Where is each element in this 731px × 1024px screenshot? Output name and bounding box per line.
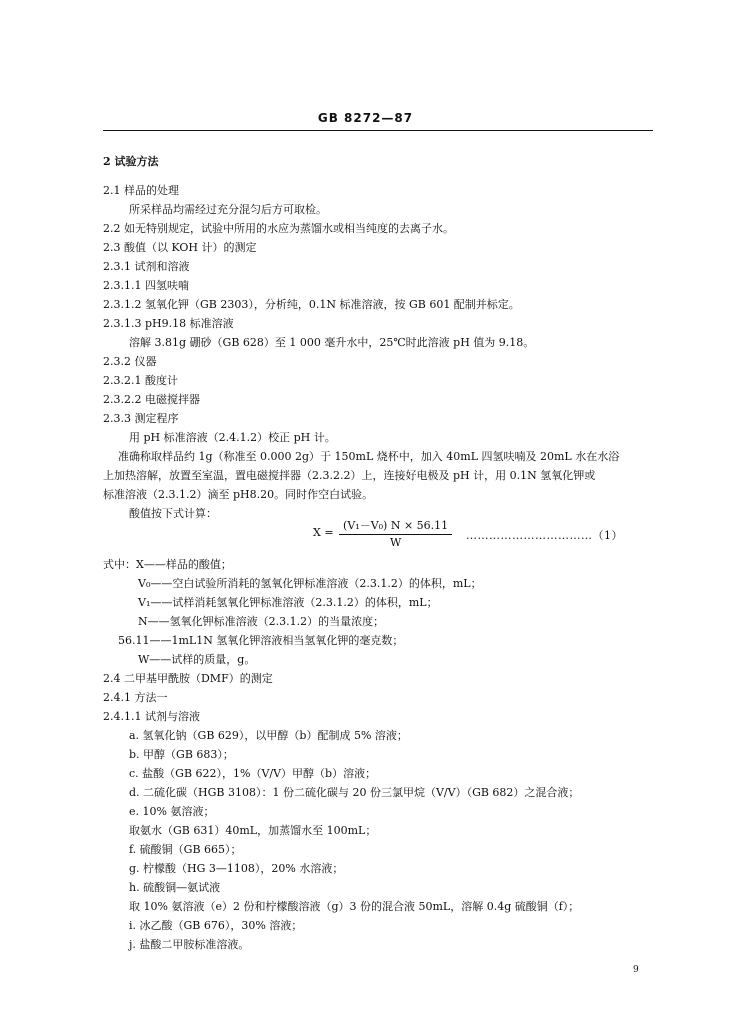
variable-definition: 56.11——1mL1N 氢氧化钾溶液相当氢氧化钾的毫克数； <box>118 634 404 647</box>
paragraph: 标准溶液（2.3.1.2）滴至 pH8.20。同时作空白试验。 <box>103 488 374 501</box>
section-heading: 2 试验方法 <box>103 155 159 168</box>
equation-number: ……………………………（1） <box>466 529 623 542</box>
list-item-detail: 取氨水（GB 631）40mL，加蒸馏水至 100mL； <box>129 824 377 837</box>
standard-number-header: GB 8272—87 <box>317 111 414 125</box>
subsection-heading: 2.3.1.2 氢氧化钾（GB 2303），分析纯，0.1N 标准溶液，按 GB 601 配制并标定。 <box>103 298 520 311</box>
formula-denominator: W <box>389 536 402 549</box>
paragraph: 用 pH 标准溶液（2.4.1.2）校正 pH 计。 <box>129 431 336 444</box>
subsection-heading: 2.4.1 方法一 <box>103 691 168 704</box>
list-item: g. 柠檬酸（HG 3—1108），20% 水溶液； <box>129 862 344 875</box>
page-number: 9 <box>633 965 639 975</box>
subsection-heading: 2.1 样品的处理 <box>103 184 179 197</box>
paragraph: 准确称取样品约 1g（称准至 0.000 2g）于 150mL 烧杯中，加入 40mL 四氢呋喃及 20mL 水在水浴 <box>118 450 620 463</box>
list-item-detail: 取 10% 氨溶液（e）2 份和柠檬酸溶液（g）3 份的混合液 50mL，溶解 0.4g 硫酸铜（f）； <box>129 900 580 913</box>
subsection-heading: 2.3.1 试剂和溶液 <box>103 260 190 273</box>
subsection-heading: 2.4.1.1 试剂与溶液 <box>103 710 200 723</box>
list-item: c. 盐酸（GB 622），1%（V/V）甲醇（b）溶液； <box>129 767 377 780</box>
paragraph: 所采样品均需经过充分混匀后方可取检。 <box>129 203 327 216</box>
variable-definition: W——试样的质量，g。 <box>138 653 256 666</box>
variable-definition: 式中：X——样品的酸值； <box>103 558 232 571</box>
formula-numerator: (V₁－V₀) N × 56.11 <box>339 517 452 535</box>
subsection-heading: 2.3.3 测定程序 <box>103 412 179 425</box>
header-rule <box>103 130 653 131</box>
list-item: j. 盐酸二甲胺标准溶液。 <box>129 938 250 951</box>
list-item: f. 硫酸铜（GB 665）； <box>129 843 242 856</box>
subsection-heading: 2.2 如无特别规定，试验中所用的水应为蒸馏水或相当纯度的去离子水。 <box>103 222 454 235</box>
list-item: e. 10% 氨溶液； <box>129 805 215 818</box>
paragraph: 上加热溶解，放置至室温，置电磁搅拌器（2.3.2.2）上，连接好电极及 pH 计，用 0.1N 氢氧化钾或 <box>103 469 596 482</box>
list-item: a. 氢氧化钠（GB 629），以甲醇（b）配制成 5% 溶液； <box>129 729 408 742</box>
list-item: b. 甲醇（GB 683）； <box>129 748 234 761</box>
subsection-heading: 2.3.2.2 电磁搅拌器 <box>103 393 200 406</box>
list-item: h. 硫酸铜—氨试液 <box>129 881 221 894</box>
formula-fraction <box>339 517 452 549</box>
subsection-heading: 2.3.2.1 酸度计 <box>103 374 178 387</box>
acid-value-formula <box>313 517 452 549</box>
list-item: i. 冰乙酸（GB 676），30% 溶液； <box>129 919 303 932</box>
paragraph: 酸值按下式计算： <box>129 507 217 520</box>
subsection-heading: 2.3.1.1 四氢呋喃 <box>103 279 189 292</box>
subsection-heading: 2.4 二甲基甲酰胺（DMF）的测定 <box>103 672 273 685</box>
variable-definition: V₁——试样消耗氢氧化钾标准溶液（2.3.1.2）的体积，mL； <box>138 596 438 609</box>
paragraph: 溶解 3.81g 硼砂（GB 628）至 1 000 毫升水中，25℃时此溶液 pH 值为 9.18。 <box>129 336 535 349</box>
variable-definition: N——氢氧化钾标准溶液（2.3.1.2）的当量浓度； <box>138 615 385 628</box>
subsection-heading: 2.3.2 仪器 <box>103 355 157 368</box>
list-item: d. 二硫化碳（HGB 3108）：1 份二硫化碳与 20 份三氯甲烷（V/V）（GB 682）之混合液； <box>129 786 580 799</box>
variable-definition: V₀——空白试验所消耗的氢氧化钾标准溶液（2.3.1.2）的体积，mL； <box>138 577 482 590</box>
subsection-heading: 2.3 酸值（以 KOH 计）的测定 <box>103 241 257 254</box>
formula-lhs: X = <box>313 526 334 539</box>
subsection-heading: 2.3.1.3 pH9.18 标准溶液 <box>103 317 234 330</box>
